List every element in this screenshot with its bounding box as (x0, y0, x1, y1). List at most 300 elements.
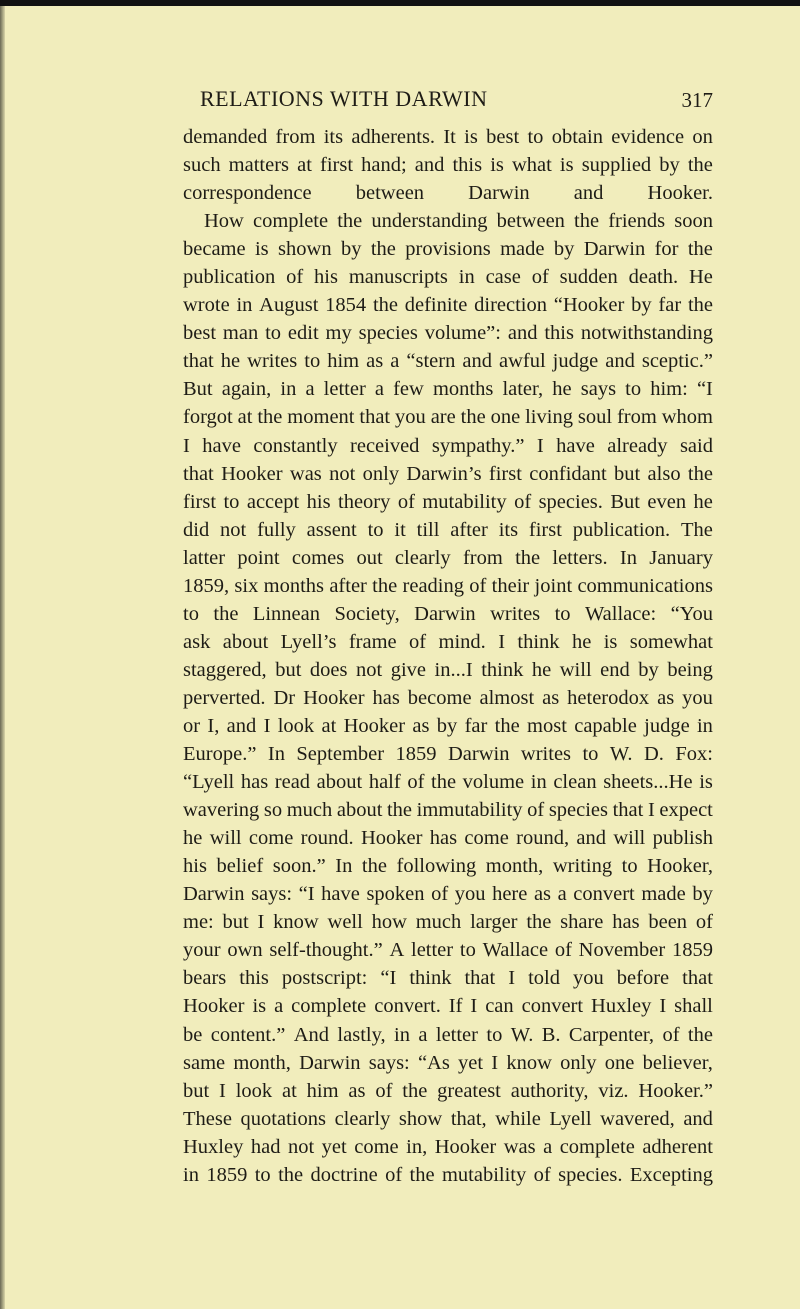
word: comes (291, 546, 345, 569)
word: and (462, 350, 492, 373)
word: you (395, 406, 426, 429)
word: of (514, 490, 532, 513)
word: of (695, 911, 713, 934)
word: constantly (253, 434, 338, 457)
word: to (625, 378, 642, 401)
word: own (227, 939, 263, 962)
text-line (183, 375, 713, 403)
word: 1859, (183, 574, 230, 597)
text-line (183, 628, 713, 656)
word: can (485, 995, 514, 1018)
word: in...I (434, 658, 473, 681)
word: Darwin (299, 1051, 361, 1074)
word: I (498, 630, 506, 653)
word: Fox: (675, 743, 713, 766)
word: a (374, 378, 384, 401)
word: being (667, 658, 713, 681)
word: of (407, 771, 425, 794)
text-line (183, 544, 713, 572)
word: Darwin (583, 238, 646, 261)
word: a (557, 883, 567, 906)
word: Hooker (183, 995, 245, 1018)
word: content.” (210, 1023, 286, 1046)
word: awful (498, 350, 546, 373)
word: how (371, 911, 407, 934)
word: in (530, 771, 547, 794)
word: far (464, 714, 488, 737)
word: only (362, 462, 400, 485)
word: greatest (437, 1079, 501, 1102)
word: Excepting (629, 1163, 713, 1186)
word: best (486, 126, 520, 148)
word: the (687, 238, 713, 261)
word: supplied (581, 154, 652, 177)
word: I (508, 967, 516, 990)
word: understanding (371, 210, 488, 233)
word: Lyell’s (280, 630, 337, 653)
word: few (393, 378, 424, 401)
word: complete (291, 995, 367, 1018)
word: about (316, 771, 363, 794)
word: expect (659, 799, 713, 822)
word: show (398, 1107, 443, 1130)
word: the (494, 714, 520, 737)
word: already (607, 434, 668, 457)
word: I (257, 911, 265, 934)
word: Hooker, (647, 855, 713, 878)
word: first (528, 518, 562, 541)
word: edit (287, 322, 319, 345)
word: it (394, 518, 406, 541)
word: notwithstanding (580, 322, 713, 345)
word: The (680, 518, 713, 541)
word: I (183, 434, 190, 457)
word: have (321, 883, 360, 906)
word: species (358, 322, 418, 345)
word: of (431, 883, 449, 906)
word: a (543, 1135, 553, 1158)
word: the (515, 546, 541, 569)
text-line (183, 488, 713, 516)
word: adherent (642, 1135, 713, 1158)
word: about (336, 799, 383, 822)
word: of (375, 1079, 393, 1102)
word: Hooker (360, 827, 423, 850)
word: species (548, 799, 609, 822)
word: of (409, 630, 427, 653)
text-line (183, 964, 713, 992)
word: from (462, 546, 503, 569)
word: “Hooker (553, 294, 625, 317)
word: come (464, 827, 509, 850)
word: adherents. (351, 126, 436, 148)
word: convert (573, 883, 635, 906)
word: this (239, 967, 269, 990)
word: well (327, 911, 363, 934)
word: round. (300, 827, 354, 850)
word: out (356, 546, 383, 569)
word: for (654, 238, 679, 261)
word: half (368, 771, 401, 794)
word: Europe.” (183, 743, 257, 766)
word: that (464, 967, 496, 990)
word: 1859 (395, 743, 437, 766)
word: soul (577, 406, 613, 429)
word: belief (216, 855, 264, 878)
word: he (531, 658, 552, 681)
word: know (506, 1051, 552, 1074)
word: in (280, 378, 297, 401)
word: will (613, 827, 646, 850)
word: again, (221, 378, 272, 401)
text-line (183, 1105, 713, 1133)
word: think (481, 658, 524, 681)
word: but (222, 911, 249, 934)
word: his (306, 490, 331, 513)
word: here (492, 883, 528, 906)
word: round, (516, 827, 570, 850)
word: share (560, 911, 604, 934)
word: matters (228, 154, 290, 177)
word: In (619, 546, 637, 569)
word: wavering (183, 799, 260, 822)
word: I (491, 1051, 499, 1074)
word: Hooker (434, 1135, 497, 1158)
word: demanded (183, 126, 268, 148)
word: end (600, 658, 630, 681)
word: letter (435, 1023, 478, 1046)
word: moment (287, 406, 355, 429)
word: complete (252, 210, 329, 233)
word: not (329, 462, 356, 485)
word: publish (652, 827, 713, 850)
word: at (237, 406, 253, 429)
word: has (612, 911, 640, 934)
word: a (305, 378, 315, 401)
word: first (320, 154, 354, 177)
word: the (372, 574, 398, 597)
word: a (418, 1023, 428, 1046)
word: to (367, 518, 384, 541)
word: mind. (438, 630, 486, 653)
word: think (517, 630, 560, 653)
word: frame (348, 630, 397, 653)
word: wavered, (600, 1107, 675, 1130)
word: W. (510, 1023, 534, 1046)
word: species. (558, 1163, 623, 1186)
word: said (679, 434, 713, 457)
word: is (490, 154, 504, 177)
word: writes (520, 743, 572, 766)
word: its (498, 518, 519, 541)
word: that, (450, 1107, 487, 1130)
word: I (647, 799, 655, 822)
word: in (236, 294, 253, 317)
word: on (692, 126, 713, 148)
word: made (641, 883, 686, 906)
word: had (250, 1135, 281, 1158)
word: the (257, 406, 283, 429)
word: at (297, 154, 312, 177)
word: is (699, 771, 713, 794)
text-line (183, 880, 713, 908)
word: the (409, 1163, 435, 1186)
word: your (183, 939, 221, 962)
word: volume”: (424, 322, 501, 345)
word: by (631, 294, 652, 317)
word: D. (643, 743, 664, 766)
word: till (416, 518, 440, 541)
word: the (687, 462, 713, 485)
text-line (183, 516, 713, 544)
text-line (183, 908, 713, 936)
word: give (390, 658, 427, 681)
word: says: (251, 883, 293, 906)
word: of (531, 266, 549, 289)
running-title: RELATIONS WITH DARWIN (200, 86, 488, 111)
word: writes (490, 602, 541, 625)
word: soon (674, 210, 713, 233)
word: this (452, 154, 483, 177)
word: is (603, 630, 618, 653)
word: quotations (240, 1107, 326, 1130)
word: first (183, 490, 217, 513)
word: later, (502, 378, 544, 401)
text-line (183, 768, 713, 796)
word: says (580, 378, 617, 401)
word: man (222, 322, 259, 345)
word: even (647, 490, 687, 513)
word: If (448, 995, 463, 1018)
text-line (183, 600, 713, 628)
word: letters. (552, 546, 608, 569)
word: sheets...He (603, 771, 693, 794)
word: “As (417, 1051, 450, 1074)
word: from (275, 126, 316, 148)
word: evidence (611, 126, 685, 148)
word: whom (661, 406, 713, 429)
word: to (304, 350, 321, 373)
word: to (527, 126, 544, 148)
word: as (533, 883, 552, 906)
word: November (578, 939, 666, 962)
word: Darwin’s (406, 462, 482, 485)
word: after (329, 574, 367, 597)
word: much (286, 799, 333, 822)
word: in (394, 1023, 410, 1046)
word: I (659, 995, 667, 1018)
word: by (659, 154, 680, 177)
word: much (415, 911, 462, 934)
word: the (526, 911, 552, 934)
word: Carpenter, (568, 1023, 655, 1046)
word: was (289, 462, 322, 485)
word: capable (574, 714, 637, 737)
word: These (183, 1107, 232, 1130)
word: the (337, 210, 363, 233)
word: shown (278, 238, 332, 261)
text-line (183, 123, 713, 151)
word: Lyell (549, 1107, 592, 1130)
word: letter (411, 939, 454, 962)
text-line (183, 432, 713, 460)
word: January (649, 546, 713, 569)
word: to (459, 939, 476, 962)
word: became (183, 238, 246, 261)
word: of (662, 1023, 680, 1046)
word: are (430, 406, 456, 429)
word: clean (553, 771, 597, 794)
word: as (412, 714, 430, 737)
word: assent (306, 518, 357, 541)
word: direction (474, 294, 548, 317)
word: of (385, 1163, 403, 1186)
word: in (458, 266, 475, 289)
word: the (687, 1023, 713, 1046)
word: he (693, 490, 713, 513)
scan-top-border (0, 0, 800, 6)
word: shall (674, 995, 713, 1018)
word: “I (298, 883, 315, 906)
word: “I (696, 378, 713, 401)
word: by (553, 238, 575, 261)
word: does (309, 658, 348, 681)
word: soon.” (272, 855, 326, 878)
word: look (235, 1079, 273, 1102)
word: made (500, 238, 545, 261)
word: immutability (416, 799, 523, 822)
word: Huxley (591, 995, 652, 1018)
word: viz. (598, 1079, 629, 1102)
page-header (183, 86, 713, 116)
word: by (638, 658, 659, 681)
word: the (213, 602, 239, 625)
word: but (183, 1079, 210, 1102)
word: between (496, 210, 565, 233)
word: one (490, 406, 521, 429)
text-line (183, 235, 713, 263)
text-line (183, 740, 713, 768)
word: but (614, 462, 641, 485)
text-line (183, 796, 713, 824)
word: months (432, 378, 494, 401)
word: provisions (405, 238, 491, 261)
text-line (183, 824, 713, 852)
word: month, (233, 1051, 291, 1074)
word: manuscripts (348, 266, 448, 289)
word: has (372, 686, 400, 709)
word: yet (321, 1135, 347, 1158)
word: I, (207, 714, 220, 737)
word: “Lyell (183, 771, 235, 794)
word: that (183, 350, 214, 373)
word: reading (402, 574, 464, 597)
word: what (511, 154, 552, 177)
word: only (560, 1051, 597, 1074)
word: as (348, 1079, 366, 1102)
word: my (325, 322, 352, 345)
word: his (314, 266, 338, 289)
word: most (527, 714, 567, 737)
word: but (275, 658, 302, 681)
word: come (354, 1135, 399, 1158)
word: obtain (551, 126, 603, 148)
word: “stern (406, 350, 456, 373)
word: of (469, 574, 487, 597)
word: authority, (510, 1079, 589, 1102)
word: joint (534, 574, 573, 597)
word: is (254, 238, 269, 261)
word: to (486, 1023, 503, 1046)
word: August (259, 294, 319, 317)
word: as (542, 686, 560, 709)
word: somewhat (629, 630, 713, 653)
word: me: (183, 911, 214, 934)
word: while (495, 1107, 541, 1130)
word: “You (670, 602, 713, 625)
word: In (335, 855, 353, 878)
word: and (605, 350, 635, 373)
word: think (409, 967, 452, 990)
word: judge (644, 714, 690, 737)
word: a (390, 350, 400, 373)
word: the (431, 771, 457, 794)
word: Hooker (343, 714, 406, 737)
word: he (183, 827, 203, 850)
word: to (621, 855, 638, 878)
text-line (183, 852, 713, 880)
word: received (350, 434, 420, 457)
word: you (454, 883, 486, 906)
word: hand; (361, 154, 407, 177)
word: him (306, 1079, 339, 1102)
text-line (183, 1021, 713, 1049)
word: Darwin (183, 883, 245, 906)
word: has (240, 771, 269, 794)
word: species. (538, 490, 603, 513)
word: he (571, 630, 592, 653)
word: publication. (572, 518, 671, 541)
text-line (183, 319, 713, 347)
word: have (556, 434, 595, 457)
word: doctrine (310, 1163, 378, 1186)
word: postscript: (281, 967, 368, 990)
word: is (252, 995, 267, 1018)
word: and (507, 322, 538, 345)
word: staggered, (183, 658, 267, 681)
text-line (183, 291, 713, 319)
word: you (682, 686, 713, 709)
word: the (574, 210, 600, 233)
word: How (204, 210, 244, 233)
word: come (248, 827, 294, 850)
word: And (293, 1023, 330, 1046)
word: will (559, 658, 592, 681)
word: at (282, 1079, 297, 1102)
text-line (183, 712, 713, 740)
word: before (616, 967, 670, 990)
word: sudden (559, 266, 618, 289)
word: the (402, 1079, 428, 1102)
text-line (183, 992, 713, 1020)
word: the (361, 855, 387, 878)
word: he (220, 350, 241, 373)
word: as (657, 686, 675, 709)
word: was (503, 1135, 536, 1158)
word: Hooker.” (638, 1079, 713, 1102)
word: It (443, 126, 456, 148)
word: perverted. (183, 686, 266, 709)
